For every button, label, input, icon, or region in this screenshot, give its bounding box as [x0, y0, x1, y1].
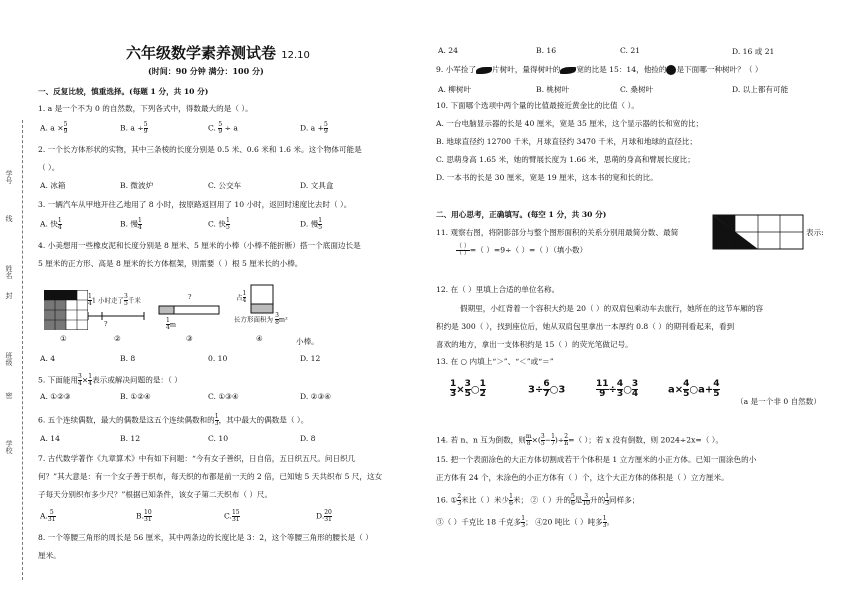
q11-fill: $\frac{( )}{( )}$ =（ ）=9÷（ ）=（ ）（填小数） [456, 243, 588, 257]
q16-text-1: 16. ① $\frac{2}{3}$ 米比（ ）米少 $\frac{1}{6}$ 米； ②（ ）升的 $\frac{5}{6}$ 是 $\frac{3}{10}$ 升的 $\frac{1}{3}$ 同样多； [436, 493, 640, 507]
fig-num-3: ③ [186, 334, 193, 343]
q11-text-end: 表示: [806, 228, 824, 237]
q15-text-2: 正方体有 24 个，未涂色的小正方体有（ ）个，这个大正方体的体积是（ ）立方厘米。 [436, 473, 729, 482]
leaf-icon [666, 65, 676, 75]
q2-option-d: D. 文具盒 [300, 181, 334, 190]
q1-option-c: C. $\frac{5}{9}$ ÷ a [208, 121, 238, 135]
q3-text: 3. 一辆汽车从甲地开往乙地用了 8 小时，按原路返回用了 10 小时，返回时速度比去时（ ）。 [38, 200, 352, 209]
q5-option-a: A. ①②③ [40, 392, 71, 401]
q2-option-a: A. 冰箱 [40, 181, 66, 190]
label-name: 姓名 [5, 265, 13, 279]
q9-option-a: A. 柳树叶 [438, 85, 472, 94]
q7-option-a: A. $\frac{5}{31}$ [40, 509, 56, 523]
exam-meta: (时间：90 分钟 满分：100 分) [148, 66, 264, 76]
q1-text: 1. a 是一个不为 0 的自然数，下列各式中，得数最大的是（ ）。 [38, 104, 253, 113]
q8-option-b: B. 16 [536, 46, 557, 55]
fig-4-area: 长方形面积为 $\frac{3}{8}$ m² [234, 312, 288, 326]
q12-text-3: 喜欢的地方，拿出一支体积约是 15（ ）的荧光笔做记号。 [436, 340, 633, 349]
q4-option-b: B. 8 [120, 354, 136, 363]
q11-figure [712, 214, 804, 250]
q9-option-b: B. 桃树叶 [536, 85, 570, 94]
q6-text: 6. 五个连续偶数，最大的偶数是这五个连续偶数和的 $\frac{1}{3}$ ，其中最大的偶数是（ ）。 [38, 413, 309, 427]
q7-option-d: D. $\frac{20}{31}$ [316, 509, 332, 523]
q12-text: 12. 在（ ）里填上合适的单位名称。 [436, 285, 560, 294]
q1-option-b: B. a ÷ $\frac{5}{9}$ [120, 121, 148, 135]
q3-option-b: B. 慢 $\frac{1}{4}$ [120, 217, 142, 231]
q5-option-b: B. ①②④ [120, 392, 151, 401]
q7-text-2: 何？”其大意是：有一个女子善于织布，每天织的布都是前一天的 2 倍，已知她 5 天共织布 5 尺，这女 [38, 472, 383, 481]
fig-num-4: ④ [256, 334, 263, 343]
q6-option-a: A. 14 [40, 434, 60, 443]
q2-text-2: （ ）。 [38, 163, 60, 172]
cut-line [22, 120, 23, 580]
q8-option-c: C. 21 [620, 46, 641, 55]
q3-option-a: A. 快 $\frac{1}{4}$ [40, 217, 62, 231]
page-title: 六年级数学素养测试卷 12.10 [126, 44, 310, 62]
q5-option-d: D. ②③④ [300, 392, 332, 401]
label-class: 班级 [5, 352, 13, 366]
q8-option-d: D. 16 或 21 [732, 47, 775, 56]
q6-option-b: B. 12 [120, 434, 141, 443]
fig-num-1: ① [60, 334, 67, 343]
leaf-icon [560, 67, 576, 74]
q9-option-c: C. 桑树叶 [620, 85, 654, 94]
q15-text-1: 15. 把一个表面涂色的大正方体切割成若干个体积是 1 立方厘米的小正方体。已知一面涂色的小 [436, 455, 757, 464]
fig-3-label: $\frac{1}{4}$ m [166, 317, 176, 331]
leaf-icon [476, 67, 492, 74]
q5-option-c: C. ①③④ [208, 392, 239, 401]
label-secret: 密 [5, 392, 13, 399]
q3-option-c: C. 快 $\frac{1}{5}$ [208, 217, 230, 231]
q12-text-2: 积约是 300（ ），找到座位后，她从双肩包里拿出一本厚约 0.8（ ）的期刊看起来，看到 [436, 322, 735, 331]
q16-text-2: ③（ ）千克比 18 千克多 $\frac{1}{3}$ ； ④20 吨比（ ）吨多 $\frac{1}{3}$ 。 [436, 515, 615, 529]
q12-text-1: 假期里，小红背着一个容积大约是 20（ ）的双肩包乘动车去旅行，她所在的这节车厢的容 [460, 304, 764, 313]
q10-option-d: D. 一本书的长是 30 厘米，宽是 19 厘米，这本书的宽和长的比。 [436, 173, 658, 182]
q1-option-d: D. a + $\frac{5}{9}$ [300, 121, 328, 135]
q3-option-d: D. 慢 $\frac{1}{5}$ [300, 217, 323, 231]
q8-text-2: 厘米。 [38, 551, 61, 560]
q13-item-4: a× $\frac{4}{5}$ ○a+ $\frac{4}{5}$ [668, 379, 720, 399]
q5-text: 5. 下面能用 $\frac{3}{4}$ × $\frac{1}{4}$ 表示或解决问题的是：（ ） [38, 373, 182, 387]
q10-text: 10. 下面哪个选项中两个量的比值最接近黄金比的比值（ ）。 [436, 101, 639, 110]
q10-option-b: B. 地球直径约 12700 千米，月球直径约 3470 千米，月球和地球的直径比； [436, 137, 697, 146]
q2-option-c: C. 公交车 [208, 181, 242, 190]
q10-option-a: A. 一台电脑显示器的长是 40 厘米，宽是 35 厘米，这个显示器的长和宽的比； [436, 119, 704, 128]
q4-option-d: D. 12 [300, 354, 321, 363]
fig-1-grid [44, 290, 88, 330]
q8-text-1: 8. 一个等腰三角形的周长是 56 厘米，其中两条边的长度比是 3：2，这个等腰三角形的腰长是（ ） [38, 533, 373, 542]
q7-option-b: B. $\frac{10}{31}$ [136, 509, 152, 523]
q4-text-3: 小棒。 [296, 337, 319, 346]
q13-text: 13. 在 ○ 内填上“＞”、“＜”或“＝” [436, 357, 554, 366]
q9-option-d: D. 以上都有可能 [732, 85, 789, 94]
q7-option-c: C. $\frac{15}{31}$ [224, 509, 240, 523]
q9-text: 9. 小军捡了 片树叶，量得树叶的 宽的比是 15：14，他捡的 是下面哪一种树叶？（ ） [436, 65, 763, 74]
q14-text: 14. 若 n、n 互为倒数，则 $\frac{m}{8}$ ×( $\frac{3}{5}$ − $\frac{1}{7}$ )÷ $\frac{2}{n}$ =（ ）；若 x 没有倒数，则 2024÷2x=（ ）。 [436, 433, 724, 447]
q4-option-a: A. 4 [40, 354, 56, 363]
q4-text-2: 5 厘米的正方形、高是 8 厘米的长方体框架，则需要（ ）根 5 厘米长的小棒。 [38, 259, 303, 268]
q2-option-b: B. 微波炉 [120, 181, 154, 190]
q6-option-c: C. 10 [208, 434, 229, 443]
label-line: 线 [5, 215, 13, 222]
q4-text-1: 4. 小美想用一些橡皮泥和长度分别是 8 厘米、5 厘米的小棒（小棒不能折断）搭一个底面边长是 [38, 241, 361, 250]
fig-4-rect [250, 284, 274, 314]
section-2-heading: 二、用心思考，正确填写。(每空 1 分，共 30 分) [436, 210, 607, 219]
label-student-id: 学号 [5, 170, 13, 184]
fig-2-label: $\frac{1}{4}$ 1 小时走了 $\frac{3}{5}$ 千米 [88, 293, 141, 307]
q7-text-1: 7. 古代数学著作《九章算术》中有如下问题：“今有女子善织，日自倍，五日织五尺。问日织几 [38, 454, 356, 463]
q1-option-a: A. a × $\frac{5}{9}$ [40, 121, 68, 135]
q6-option-d: D. 8 [300, 434, 316, 443]
q10-option-c: C. 思萌身高 1.65 米，她的臂展长度为 1.66 米，思萌的身高和臂展长度比； [436, 155, 695, 164]
q4-option-c: 0. 10 [208, 354, 228, 363]
fig-2-question: ? [104, 320, 108, 328]
section-1-heading: 一、反复比较，慎重选择。(每题 1 分，共 10 分) [38, 87, 209, 96]
fig-num-2: ② [114, 334, 121, 343]
q13-item-1: $\frac{1}{3}$ × $\frac{3}{5}$ ○ $\frac{1}{2}$ [450, 379, 486, 399]
binding-margin [0, 0, 36, 608]
q13-note: （a 是一个非 0 自然数） [736, 397, 821, 406]
label-seal: 封 [5, 292, 13, 299]
label-school: 学校 [5, 440, 13, 454]
q13-item-2: 3÷ $\frac{6}{7}$ ○3 [528, 379, 566, 399]
q8-option-a: A. 24 [438, 46, 458, 55]
fig-2-line [86, 308, 146, 322]
fig-4-label: 占 $\frac{1}{4}$ [236, 290, 247, 304]
q11-text: 11. 观察右图，将阴影部分与整个图形面积的关系分别用最简分数、最简 [436, 228, 679, 237]
q2-text-1: 2. 一个长方体形状的实物，其中三条棱的长度分别是 0.5 米、0.6 米和 1.6 米。这个物体可能是 [38, 145, 362, 154]
fig-3-question: ? [188, 293, 192, 301]
q13-item-3: $\frac{11}{9}$ ÷ $\frac{4}{3}$ ○ $\frac{3}{4}$ [596, 379, 639, 399]
q7-text-3: 子每天分别织布多少尺？”根据已知条件，该女子第二天织布（ ）尺。 [38, 490, 273, 499]
